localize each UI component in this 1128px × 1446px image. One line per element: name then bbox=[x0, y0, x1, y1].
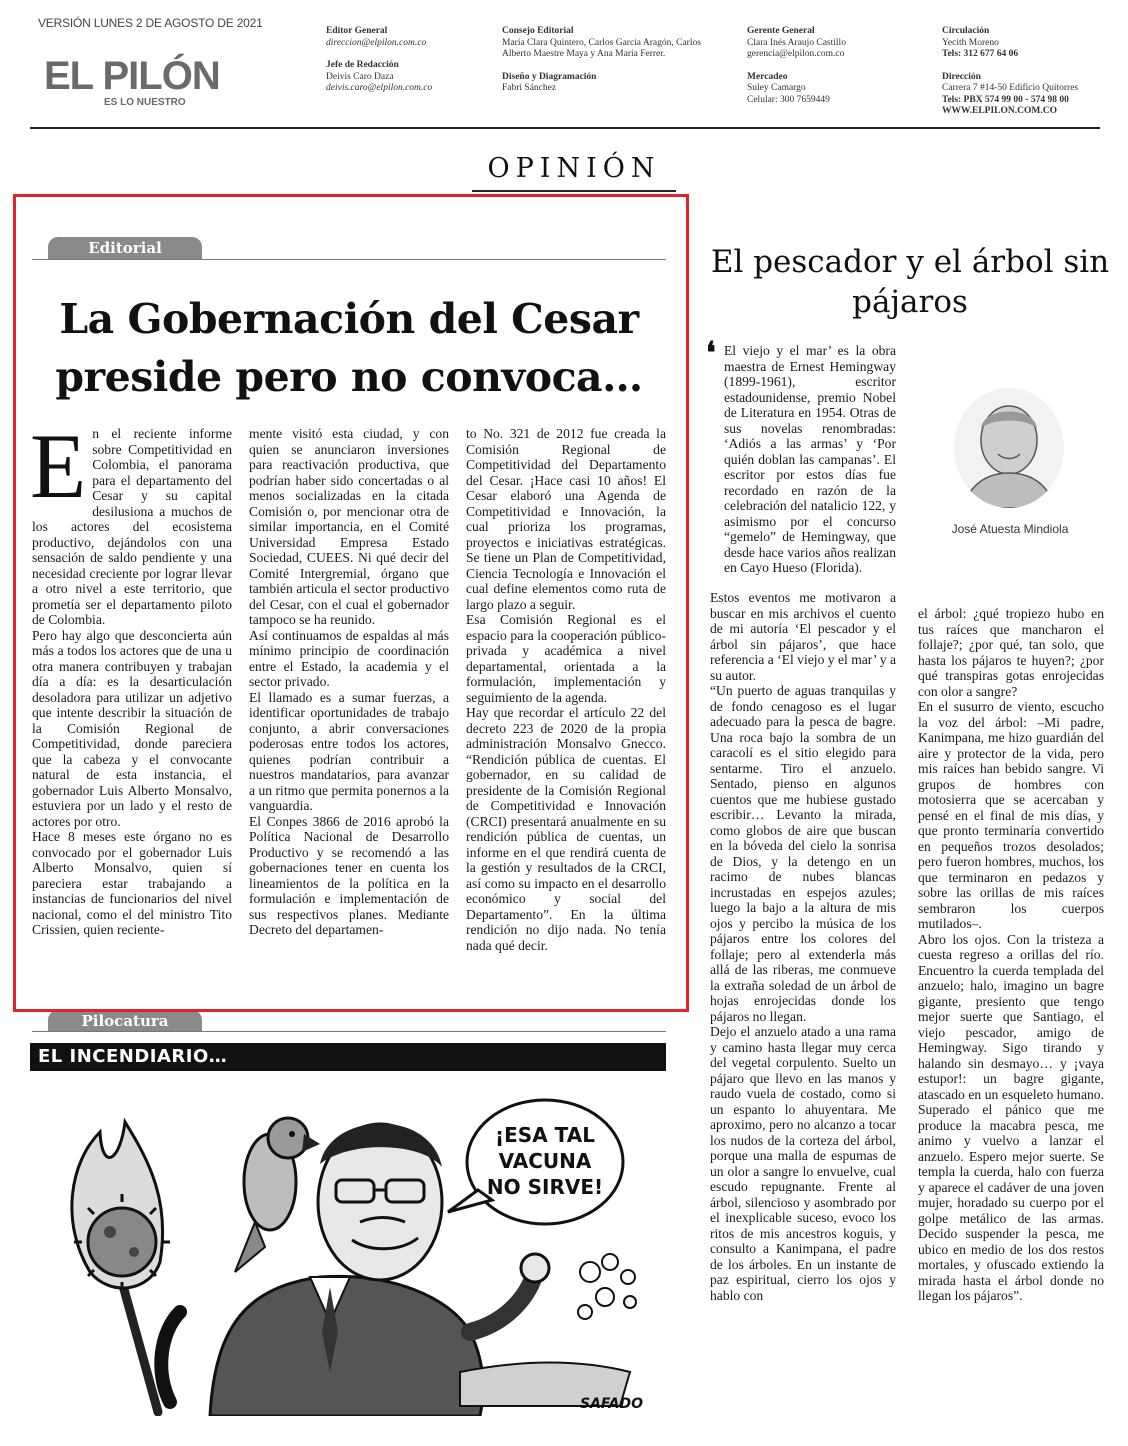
masthead-email: deivis.caro@elpilon.com.co bbox=[326, 83, 433, 93]
column-paragraph: Dejo el anzuelo atado a una rama y camino hasta llegar muy cerca del vegetal corpulento. Suelto un pájaro que llevo en las manos y raudo vuela de costado, como si un espanto lo ahuyentara. Me aproximo, pero no alcanzo a tocar los nudos de la corteza del árbol, porque una malla de espumas de un olor a sangre lo envuelve, cual escudo repugnante. Frente al árbol, silencioso y asombrado por el inexplicable suceso, evoco los ritos de mis ancestros koguis, y consulto a Kanimpana, el padre de los árboles. En un instante de paz espiritual, cierro los ojos y hablo con bbox=[710, 1024, 896, 1303]
masthead-label: Editor General bbox=[326, 26, 388, 36]
column-paragraph: el árbol: ¿qué tropiezo hubo en tus raíces que mancharon el follaje?; ¿por qué, tan solo, que hasta los pájaros te huyen?; ¿por qué transpiras gotas enrojecidas con olor a sangre? bbox=[918, 606, 1104, 699]
masthead-label: Diseño y Diagramación bbox=[502, 71, 597, 82]
cartoon-title: EL INCENDIARIO… bbox=[38, 1046, 228, 1067]
editorial-column-3 bbox=[466, 426, 666, 953]
column-column-1b bbox=[710, 590, 896, 1303]
editorial-paragraph bbox=[30, 415, 232, 628]
column-paragraph: Estos eventos me motivaron a buscar en mis archivos el cuento de mi autoría ‘El pescador y el árbol sin pájaros’, que hace referencia a ‘El viejo y el mar’ y a su autor. bbox=[710, 590, 896, 683]
speech-line-3: NO SIRVE! bbox=[486, 1175, 604, 1199]
pilocatura-tab: Pilocatura bbox=[48, 1010, 202, 1032]
section-title: OPINIÓN bbox=[487, 153, 661, 184]
editorial-headline: La Gobernación del Cesar preside pero no convoca… bbox=[55, 295, 643, 401]
masthead-label: Dirección bbox=[942, 71, 981, 82]
masthead-label: Circulación bbox=[942, 26, 990, 36]
masthead-phone: Tels: 312 677 64 06 bbox=[942, 49, 1019, 59]
cartoon-signature: SAFADO bbox=[580, 1396, 644, 1412]
masthead-email: gerencia@elpilon.com.co bbox=[747, 49, 845, 59]
column-column-1a bbox=[724, 343, 896, 576]
editorial-column-2 bbox=[249, 426, 449, 938]
masthead-label: Jefe de Redacción bbox=[326, 60, 399, 70]
masthead-address: Carrera 7 #14-50 Edificio Quitorres bbox=[942, 83, 1079, 93]
masthead-editor-block bbox=[326, 26, 486, 95]
newspaper-slogan: ES LO NUESTRO bbox=[104, 97, 186, 108]
masthead-gerente-block bbox=[747, 26, 917, 106]
editorial-paragraph: to No. 321 de 2012 fue creada la Comisión Regional de Competitividad del Departamento del Cesar. ¡Hace casi 10 años! El Cesar elaboró una Agenda de Competitividad e Innovación, la cual prioriza los programas, proyectos e iniciativas estratégicas. Se tiene un Plan de Competitividad, Ciencia Tecnología e Innovación el cual define elementos como ruta de largo plazo a seguir. bbox=[466, 426, 666, 612]
header-divider bbox=[30, 127, 1100, 129]
editorial-tab: Editorial bbox=[48, 237, 202, 259]
column-column-2 bbox=[918, 606, 1104, 1304]
column-paragraph: En el susurro de viento, escucho la voz del árbol: –Mi padre, Kanimpana, me hizo guardián del aire y protector de la vida, pero mis raíces han bebido sangre. Vi grupos de hombres con motosierra que se acercaban y pensé en el final de mis días, y que pronto terminaría convertido en pequeños trozos desolados; pero fueron hombres, muchos, los que terminaron en pedazos y sobre las orillas de mis raíces sembraron los cuerpos mutilados–. bbox=[918, 699, 1104, 931]
editorial-paragraph: El llamado es a sumar fuerzas, a identificar oportunidades de trabajo conjunto, a abrir conversaciones poderosas entre todos los actores, quienes podrían contribuir a nuestros mandatarios, para avanzar a un ritmo que permita ponernos a la vanguardia. bbox=[249, 689, 449, 813]
masthead-website[interactable]: WWW.ELPILON.COM.CO bbox=[942, 106, 1057, 116]
editorial-paragraph: Esa Comisión Regional es el espacio para la cooperación público-privada y académica a nivel departamental, orientada a la formulación, implementación y seguimiento de la agenda. bbox=[466, 612, 666, 705]
editorial-paragraph: Hace 8 meses este órgano no es convocado por el gobernador Luis Alberto Monsalvo, quien sí pareciera estar trabajando a instancias de funcionarios del nivel nacional, como el del ministro Tito Crissien, quien reciente- bbox=[32, 829, 232, 937]
column-paragraph: “Un puerto de aguas tranquilas y de fondo cenagoso es el lugar adecuado para la pesca de bagre. Una roca bajo la sombra de un caracolí es el sitio elegido para sentarme. Tiro el anzuelo. Sentado, pienso en algunos cuentos que me hubiese gustado escribir… Levanto la mirada, como globos de aire que buscan en la bóveda del cielo la sonrisa de Dios, y la detengo en un racimo de nubes blancas incrustadas en espejos azules; luego la bajo a la altura de mis ojos y percibo la música de los pájaros entre los colores del follaje; pero al extenderla más allá de las riberas, me conmueve la extraña soledad de un árbol de hojas enrojecidas donde los pájaros no llegan. bbox=[710, 683, 896, 1024]
masthead-label: Gerente General bbox=[747, 26, 815, 36]
masthead-phone: Tels: PBX 574 99 00 - 574 98 00 bbox=[942, 94, 1069, 105]
masthead-label: Mercadeo bbox=[747, 71, 788, 82]
masthead-consejo-block bbox=[502, 26, 712, 95]
masthead-circulacion-block bbox=[942, 26, 1112, 118]
editorial-paragraph: Así continuamos de espaldas al más mínimo principio de coordinación entre el Estado, la academia y el sector privado. bbox=[249, 627, 449, 689]
editorial-column-1 bbox=[30, 415, 232, 938]
section-title-underline bbox=[472, 190, 676, 192]
pilocatura-tab-rule bbox=[32, 1031, 666, 1032]
masthead-email: direccion@elpilon.com.co bbox=[326, 37, 427, 48]
column-paragraph: Abro los ojos. Con la tristeza a cuesta regreso a orillas del río. Encuentro la cuerda templada del anzuelo; halo, imagino un bagre gigante, presiento que tengo mejor suerte que Santiago, el viejo pescador, amigo de Hemingway. Sigo tirando y halando sin desmayo… y ¡vaya estupor!: un bagre gigante, atascado en un esqueleto humano. Superado el pánico que me produce la macabra pesca, me animo y vuelvo a lanzar el anzuelo. Espero mejor suerte. Se templa la cuerda, halo con fuerza y aparece el cadáver de una joven mujer, horadado su cuerpo por el golpe metálico de las armas. Decido suspender la pesca, me ubico en medio de los dos restos mortales, y ofuscado extiendo la mirada hasta el árbol donde no llegan los pájaros”. bbox=[918, 931, 1104, 1303]
editorial-paragraph: Hay que recordar el artículo 22 del decreto 223 de 2020 de la propia administración Monsalvo Gnecco. “Rendición pública de cuentas. El gobernador, en su calidad de presidente de la Comisión Regional de Competitividad e Innovación (CRCI) presentará anualmente en su rendición pública de cuentas, un informe en el que rendirá cuenta de la gestión y resultados de la CRCI, así como su impacto en el desarrollo económico y social del Departamento”. En la última rendición no dijo nada. No tenía nada qué decir. bbox=[466, 705, 666, 953]
masthead-name: Fabri Sánchez bbox=[502, 83, 557, 93]
newspaper-logo: EL PILÓN bbox=[44, 54, 220, 98]
column-headline: El pescador y el árbol sin pájaros bbox=[710, 244, 1110, 320]
editorial-paragraph-text: n el reciente informe sobre Competitividad en Colombia, el panorama para el departamento del Cesar y su capital desilusiona a muchos de los actores del ecosistema productivo, dejándolos con una sensación de saldo pendiente y una necesidad creciente por lograr llevar a otro nivel a este territorio, que prometía ser el departamento piloto de Colombia. bbox=[32, 426, 232, 627]
masthead-name: Deivis Caro Daza bbox=[326, 71, 394, 82]
speech-line-2: VACUNA bbox=[498, 1149, 592, 1173]
masthead-name: María Clara Quintero, Carlos García Aragón, Carlos Alberto Maestre Maya y Ana María Ferrer. bbox=[502, 37, 701, 59]
quote-mark-icon: ❛ bbox=[706, 336, 716, 371]
column-paragraph: El viejo y el mar’ es la obra maestra de Ernest Hemingway (1899-1961), escritor estadounidense, premio Nobel de Literatura en 1954. Otras de sus novelas renombradas: ‘Adiós a las armas’ y ‘Por quién doblan las campanas’. El escritor por estos días fue recordado en razón de la celebración del natalicio 122, y asimismo por el concurso “gemelo” de Hemingway, que desde hace varios años realizan en Cayo Hueso (Florida). bbox=[724, 343, 896, 575]
cartoon-illustration bbox=[30, 1072, 666, 1416]
edition-date: VERSIÓN LUNES 2 DE AGOSTO DE 2021 bbox=[38, 16, 263, 30]
masthead-phone: Celular: 300 7659449 bbox=[747, 94, 830, 105]
editorial-paragraph: mente visitó esta ciudad, y con quien se anunciaron inversiones para reactivación productiva, que podrían haber sido concertadas o al menos socializadas en la citada Comisión o, por mencionar otra de similar importancia, en el Comité Universidad Empresa Estado Sociedad, CUEES. Ni qué decir del Comité Intergremial, órgano que también articula el sector productivo del Cesar, con el cual el gobernador tampoco se ha reunido. bbox=[249, 426, 449, 627]
masthead-name: Clara Inés Araujo Castillo bbox=[747, 37, 846, 48]
author-photo bbox=[954, 388, 1064, 508]
editorial-paragraph: Pero hay algo que desconcierta aún más a todos los actores que de una u otra manera contribuyen y trabajan día a día: es la desarticulación desoladora para utilizar un adjetivo que intente describir la situación de la Comisión Regional de Competitividad, donde pareciera que la cabeza y el convocante natural de esta instancia, el gobernador Luis Alberto Monsalvo, estuviera por un lado y el resto de actores por otro. bbox=[32, 627, 232, 829]
editorial-tab-rule bbox=[32, 259, 666, 260]
editorial-paragraph: El Conpes 3866 de 2016 aprobó la Política Nacional de Desarrollo Productivo y se recomendó a las gobernaciones tener en cuenta los lineamientos de la política en la formulación e implementación de sus respectivos planes. Mediante Decreto del departamen- bbox=[249, 813, 449, 937]
masthead-name: Suley Camargo bbox=[747, 83, 806, 93]
masthead-name: Yecith Moreno bbox=[942, 37, 999, 48]
editorial-dropcap: E bbox=[30, 415, 87, 517]
speech-line-1: ¡ESA TAL bbox=[495, 1123, 595, 1147]
author-name: José Atuesta Mindiola bbox=[951, 522, 1069, 536]
masthead-label: Consejo Editorial bbox=[502, 26, 574, 36]
